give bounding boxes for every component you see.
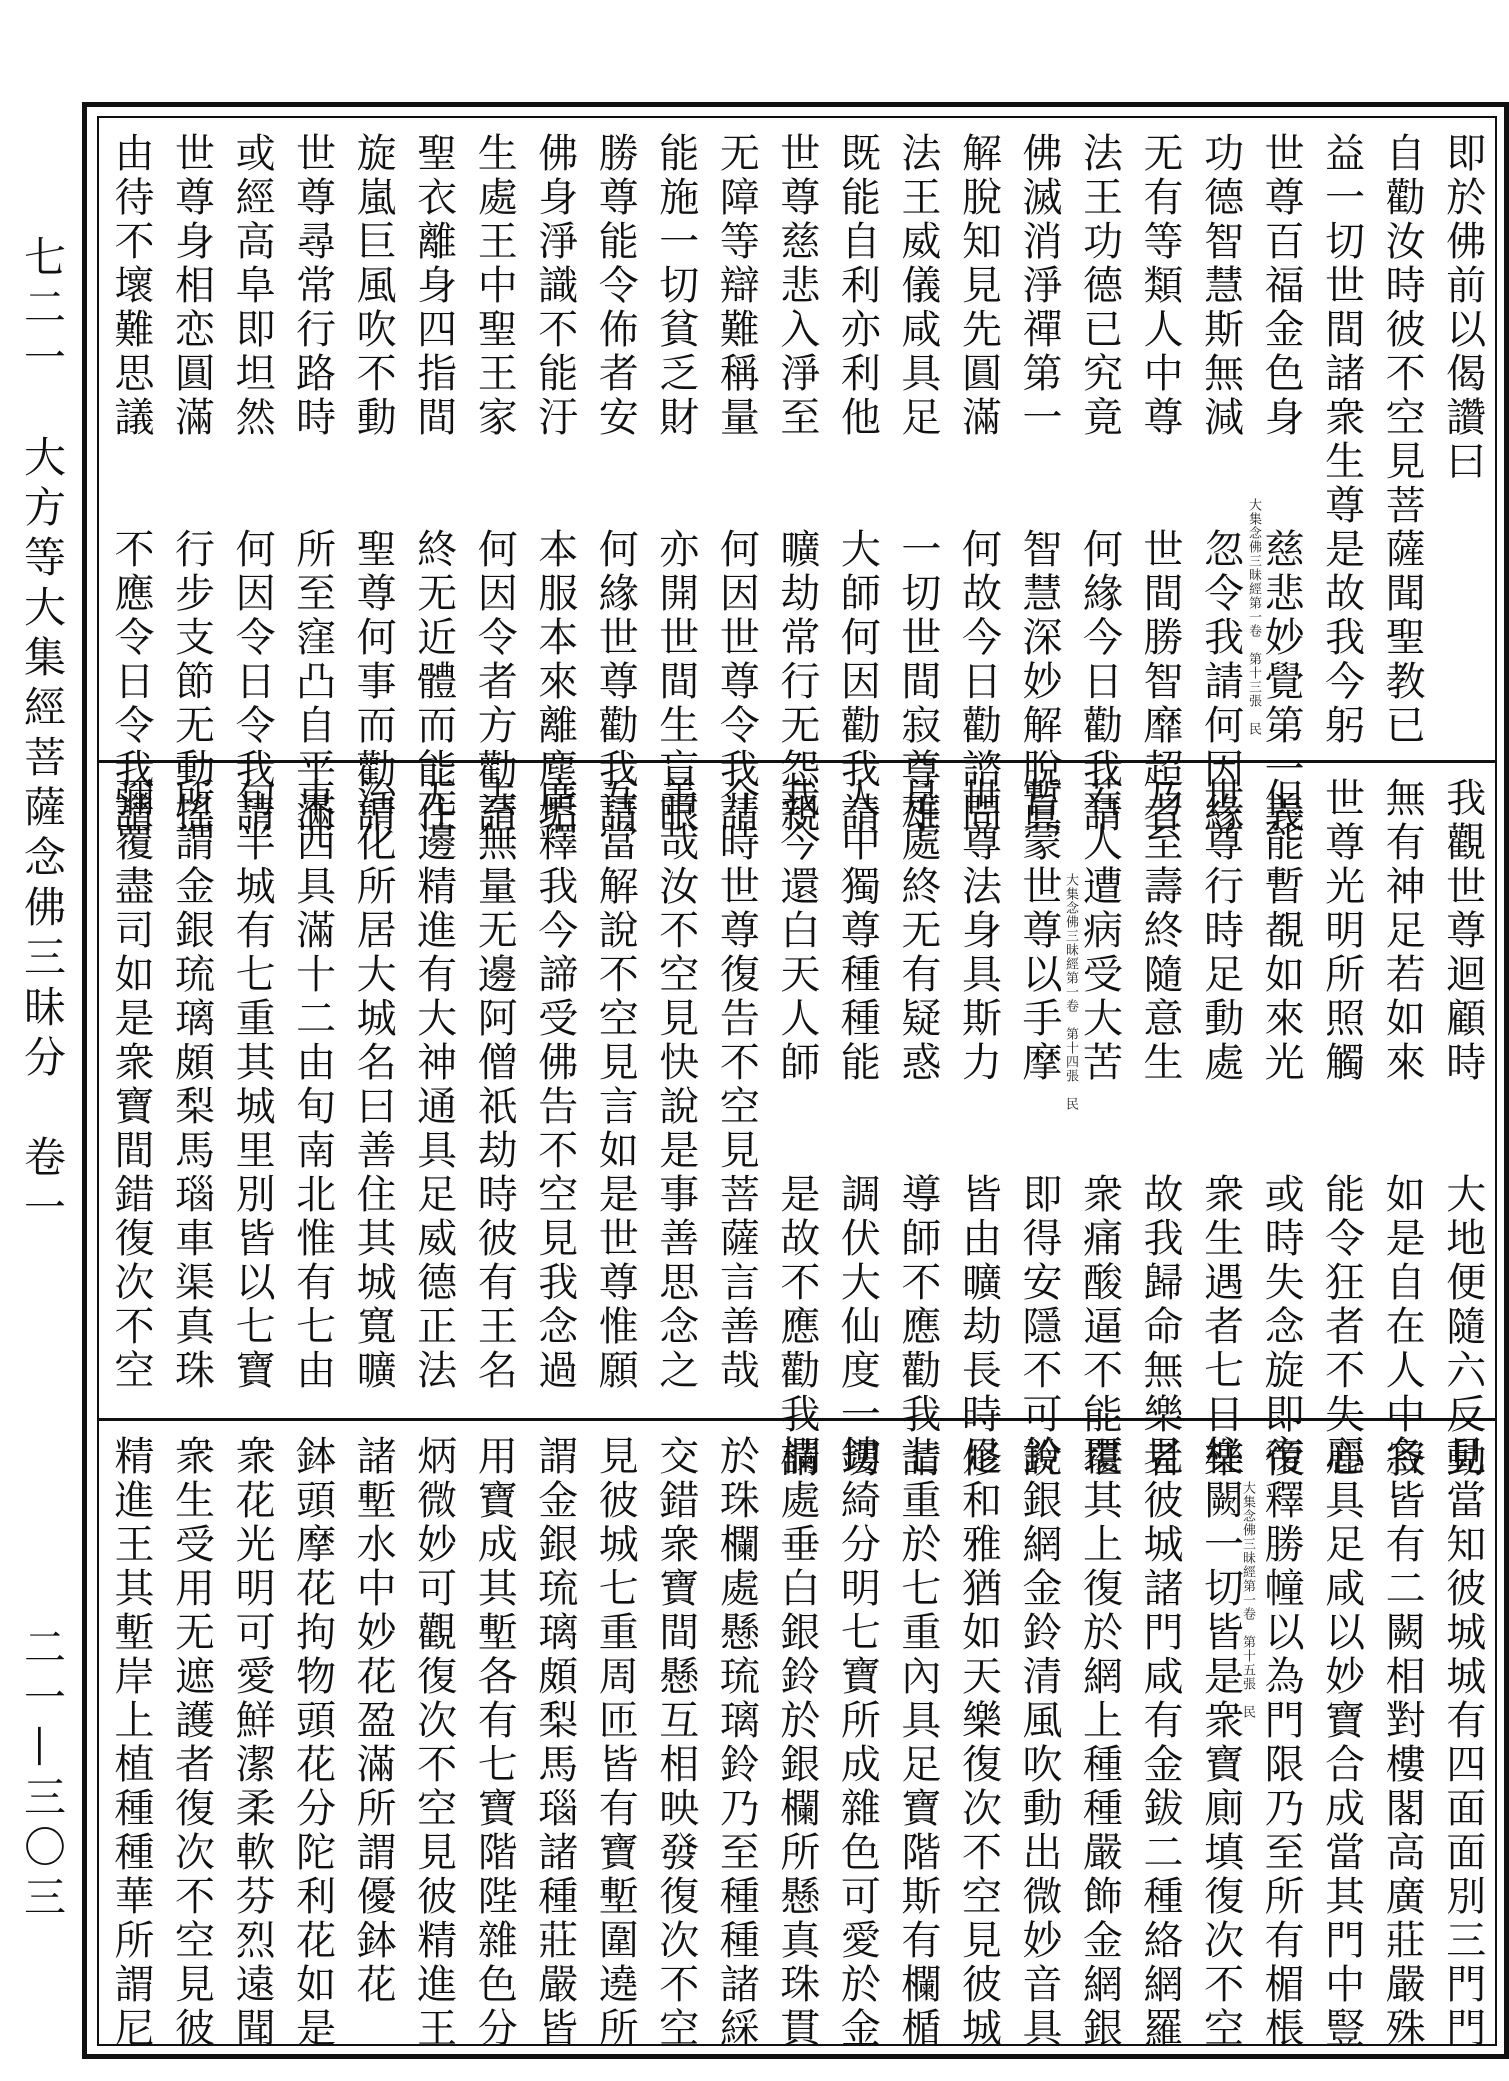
text-panel-2: [99, 760, 1495, 1481]
text-column: 無有神足若如來 如是自在人中寂: [1379, 777, 1426, 1481]
text-panel-3: [99, 1418, 1495, 2051]
text-column: 覆其上復於網上種種嚴飾金網銀: [1076, 1435, 1123, 2051]
text-column: 見彼城諸門咸有金鈸二種絡網羅: [1137, 1435, 1184, 2051]
text-column: 欄處垂白銀鈴於銀欄所懸真珠貫: [773, 1435, 820, 2051]
text-column: 或經高阜即坦然 何因令日令我請: [229, 132, 276, 836]
text-column: 足和雅猶如天樂復次不空見彼城: [955, 1435, 1002, 2051]
text-column: 既能自利亦利他 大師何因勸我請: [834, 132, 881, 836]
text-column: 若人遭病受大苦 衆痛酸逼不能堪: [1076, 777, 1123, 1481]
text-column: 東西具滿十二由旬南北惟有七由: [289, 777, 336, 1393]
text-column: 衆花光明可愛鮮潔柔軟芬烈遠聞: [229, 1435, 276, 2051]
column-group: [108, 1435, 1486, 2051]
text-column: 解脫知見先圓滿 何故今日勸諮問: [955, 132, 1002, 836]
text-column: 炳微妙可觀復次不空見彼精進王: [410, 1435, 457, 2051]
text-panel-1: [99, 118, 1495, 836]
panel-reference: 大集念佛三昧經第一卷 第十五張 民: [1240, 1481, 1255, 1719]
text-column: 鏤綺分明七寶所成雜色可愛於金: [834, 1435, 881, 2051]
text-column: 鈴銀網金鈴清風吹動出微妙音具: [1015, 1435, 1062, 2051]
text-column: 世尊百福金色身 慈悲妙覺第一義: [1258, 132, 1305, 836]
text-column: 世尊尋常行路時 所至窪凸自平滿: [289, 132, 336, 836]
text-column: 廣釋我今諦受佛告不空見我念過: [531, 777, 578, 1393]
margin-title: 七二一 大方等大集經菩薩念佛三昧分 卷一: [18, 235, 67, 1235]
text-column: 能施一切貧乏財 亦開世間生盲眼: [652, 132, 699, 836]
column-group: [108, 777, 1486, 1481]
text-column: 法王威儀咸具足 一切世間寂尊雄: [894, 132, 941, 836]
text-column: 吾當解說不空見言如是世尊惟願: [592, 777, 639, 1393]
text-column: 佛滅消淨禪第一 智慧深妙解脫眞: [1015, 132, 1062, 836]
text-column: 即於佛前以偈讚曰: [1439, 132, 1486, 484]
panel-reference: 大集念佛三昧經第一卷 第十四張 民: [1063, 873, 1078, 1111]
text-column: 是處終无有疑惑 導師不應勸我請: [894, 777, 941, 1481]
text-column: 世尊光明所照觸 能令狂者不失心: [1318, 777, 1365, 1481]
text-column: 旋嵐巨風吹不動 聖尊何事而勸請: [350, 132, 397, 836]
text-column: 但能暫覩如來光 或時失念旋即復: [1258, 777, 1305, 1481]
text-column: 勝尊能令佈者安 何緣世尊勸我請: [592, 132, 639, 836]
text-column: 由待不壞難思議 不應令日令我請: [108, 132, 154, 836]
text-column: 世尊身相恋圓滿 行步支節无動搖: [168, 132, 215, 836]
text-column: 生處王中聖王家 何因令者方勸請: [471, 132, 518, 836]
text-column: 麗具足咸以妙寶合成當其門中豎: [1318, 1435, 1365, 2051]
text-column: 見彼城七重周匝皆有寶塹圍遶所: [592, 1435, 639, 2051]
text-column: 益一切世間諸衆生尊是故我今躬: [1318, 132, 1365, 748]
text-column: 世尊慈悲入淨至 曠劫常行无怨親: [773, 132, 820, 836]
text-column: 法王功德已究竟 何緣今日勸我請: [1076, 132, 1123, 836]
text-column: 佛身淨識不能汙 本服本來離塵垢: [531, 132, 578, 836]
text-column: 我觀世尊迴顧時 大地便隨六反動: [1439, 777, 1486, 1481]
text-column: 諸塹水中妙花盈滿所謂優鉢花: [350, 1435, 397, 2007]
text-column: 自勸汝時彼不空見菩薩聞聖教已: [1379, 132, 1426, 748]
text-column: 交錯衆寶間懸互相映發復次不空: [652, 1435, 699, 2051]
text-column: 於珠欄處懸琉璃鈴乃至種種諸綵: [713, 1435, 760, 2051]
text-column: 无障等辯難稱量 何因世尊令我請: [713, 132, 760, 836]
text-column: 七重於七重內具足寶階斯有欄楯: [894, 1435, 941, 2051]
text-column: 世尊行時足動處 衆生遇者七日樂: [1197, 777, 1244, 1481]
panel-reference: 大集念佛三昧經第一卷 第十三張 民: [1246, 498, 1261, 736]
text-column: 我今還白天人師 是故不應勸我請: [773, 777, 820, 1481]
text-column: 暫蒙世尊以手摩 即得安隱不可說: [1015, 777, 1062, 1481]
text-column: 所謂金銀琉璃頗梨馬瑙車渠真珠: [168, 777, 215, 1393]
text-column: 鉢頭摩花拘物頭花分陀利花如是: [289, 1435, 336, 2051]
text-column: 无有等類人中尊 世間勝智靡超者: [1137, 132, 1184, 836]
text-column: 帝釋勝幢以為門限乃至所有楣棖: [1258, 1435, 1305, 2051]
text-column: 衆生受用无遮護者復次不空見彼: [168, 1435, 215, 2051]
text-column: 功德智慧斯無減 忽令我請何因緣: [1197, 132, 1244, 836]
text-column: 謂金銀琉璃頗梨馬瑙諸種莊嚴皆: [531, 1435, 578, 2051]
text-column: 去無量无邊阿僧祇劫時彼有王名: [471, 777, 518, 1393]
text-column: 善哉汝不空見快說是事善思念之: [652, 777, 699, 1393]
text-column: 見當知彼城城有四面面別三門門: [1439, 1435, 1486, 2051]
text-column: 治化所居大城名曰善住其城寬曠: [350, 777, 397, 1393]
column-group: [108, 132, 1486, 836]
text-column: 世尊法身具斯力 皆由曠劫長時修: [955, 777, 1002, 1481]
text-column: 人中獨尊種種能 調伏大仙度一切: [834, 777, 881, 1481]
text-column: 柱闕一切皆是衆寶廁填復次不空: [1197, 1435, 1244, 2051]
text-column: 旬半城有七重其城里別皆以七寶: [229, 777, 276, 1393]
text-column: 乃至壽終隨意生 故我歸命無樂者: [1137, 777, 1184, 1481]
margin-page-number: 二一—三〇三: [18, 1625, 67, 1925]
text-column: 各皆有二闕相對樓閣高廣莊嚴殊: [1379, 1435, 1426, 2051]
text-column: 无邊精進有大神通具足威德正法: [410, 777, 457, 1393]
text-column: 彌覆盡司如是衆寶間錯復次不空: [108, 777, 154, 1393]
text-column: 聖衣離身四指間 終无近體而能住: [410, 132, 457, 836]
text-column: 介時世尊復告不空見菩薩言善哉: [713, 777, 760, 1393]
text-column: 精進王其塹岸上植種種華所謂尼: [108, 1435, 154, 2051]
text-column: 用寶成其塹各有七寶階陛雜色分: [471, 1435, 518, 2051]
